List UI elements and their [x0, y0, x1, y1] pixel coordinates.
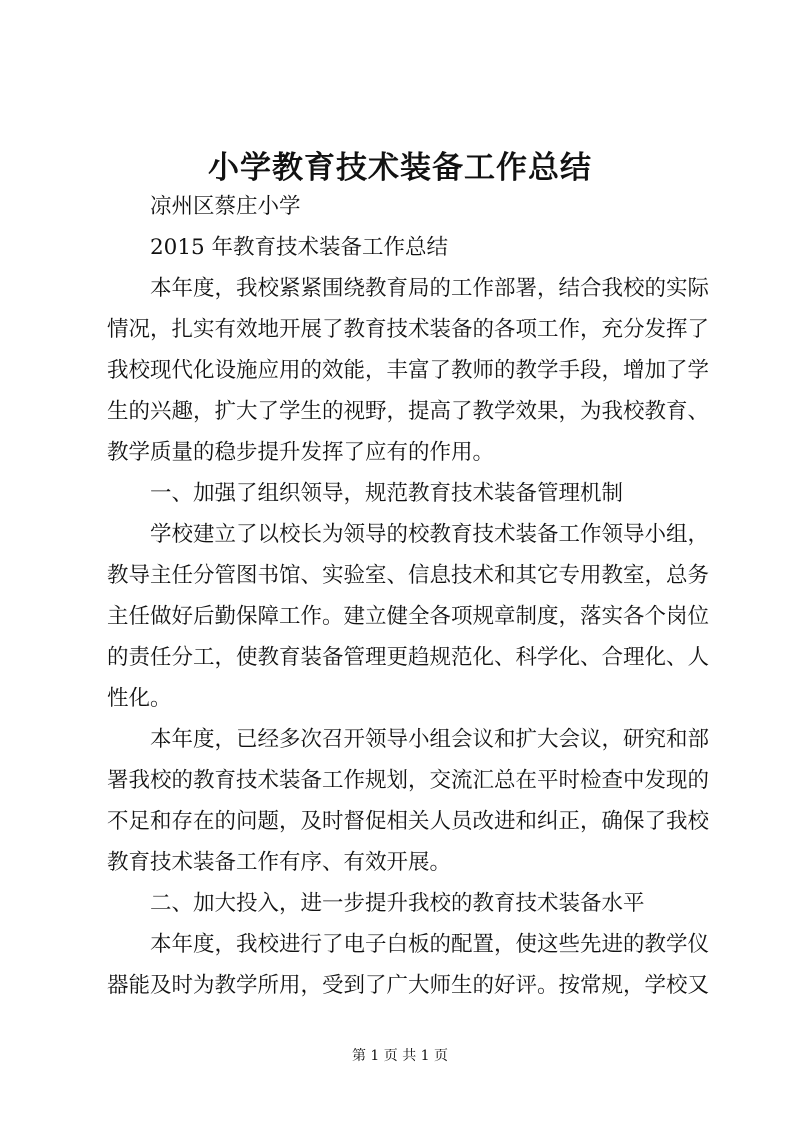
document-title: 小学教育技术装备工作总结 [208, 150, 592, 186]
paragraph-line: 教学质量的稳步提升发挥了应有的作用。 [107, 440, 495, 465]
paragraph-line: 不足和存在的问题，及时督促相关人员改进和纠正，确保了我校 [107, 809, 710, 834]
section-heading: 一、加强了组织领导，规范教育技术装备管理机制 [150, 481, 624, 506]
paragraph-line: 的责任分工，使教育装备管理更趋规范化、科学化、合理化、人 [107, 645, 710, 670]
school-name: 凉州区蔡庄小学 [150, 194, 301, 219]
paragraph-line: 学校建立了以校长为领导的校教育技术装备工作领导小组， [150, 522, 710, 547]
document-body [107, 186, 710, 1006]
paragraph-line: 教导主任分管图书馆、实验室、信息技术和其它专用教室，总务 [107, 563, 710, 588]
paragraph-line: 我校现代化设施应用的效能，丰富了教师的教学手段，增加了学 [107, 358, 710, 383]
paragraph-line: 主任做好后勤保障工作。建立健全各项规章制度，落实各个岗位 [107, 604, 710, 629]
paragraph-line: 教育技术装备工作有序、有效开展。 [107, 850, 452, 875]
paragraph-line: 本年度，已经多次召开领导小组会议和扩大会议，研究和部 [150, 727, 710, 752]
page-footer: 第 1 页 共 1 页 [351, 1048, 449, 1064]
paragraph-line: 生的兴趣，扩大了学生的视野，提高了教学效果，为我校教育、 [107, 399, 710, 424]
paragraph-line: 情况，扎实有效地开展了教育技术装备的各项工作，充分发挥了 [107, 317, 710, 342]
paragraph-line: 本年度，我校进行了电子白板的配置，使这些先进的教学仪 [150, 932, 710, 957]
section-heading: 二、加大投入，进一步提升我校的教育技术装备水平 [150, 891, 645, 916]
paragraph-line: 署我校的教育技术装备工作规划，交流汇总在平时检查中发现的 [107, 768, 710, 793]
paragraph-line: 器能及时为教学所用，受到了广大师生的好评。按常规，学校又 [107, 973, 710, 998]
subtitle: 2015 年教育技术装备工作总结 [150, 235, 449, 260]
paragraph-line: 性化。 [107, 686, 172, 711]
paragraph-line: 本年度，我校紧紧围绕教育局的工作部署，结合我校的实际 [150, 276, 710, 301]
